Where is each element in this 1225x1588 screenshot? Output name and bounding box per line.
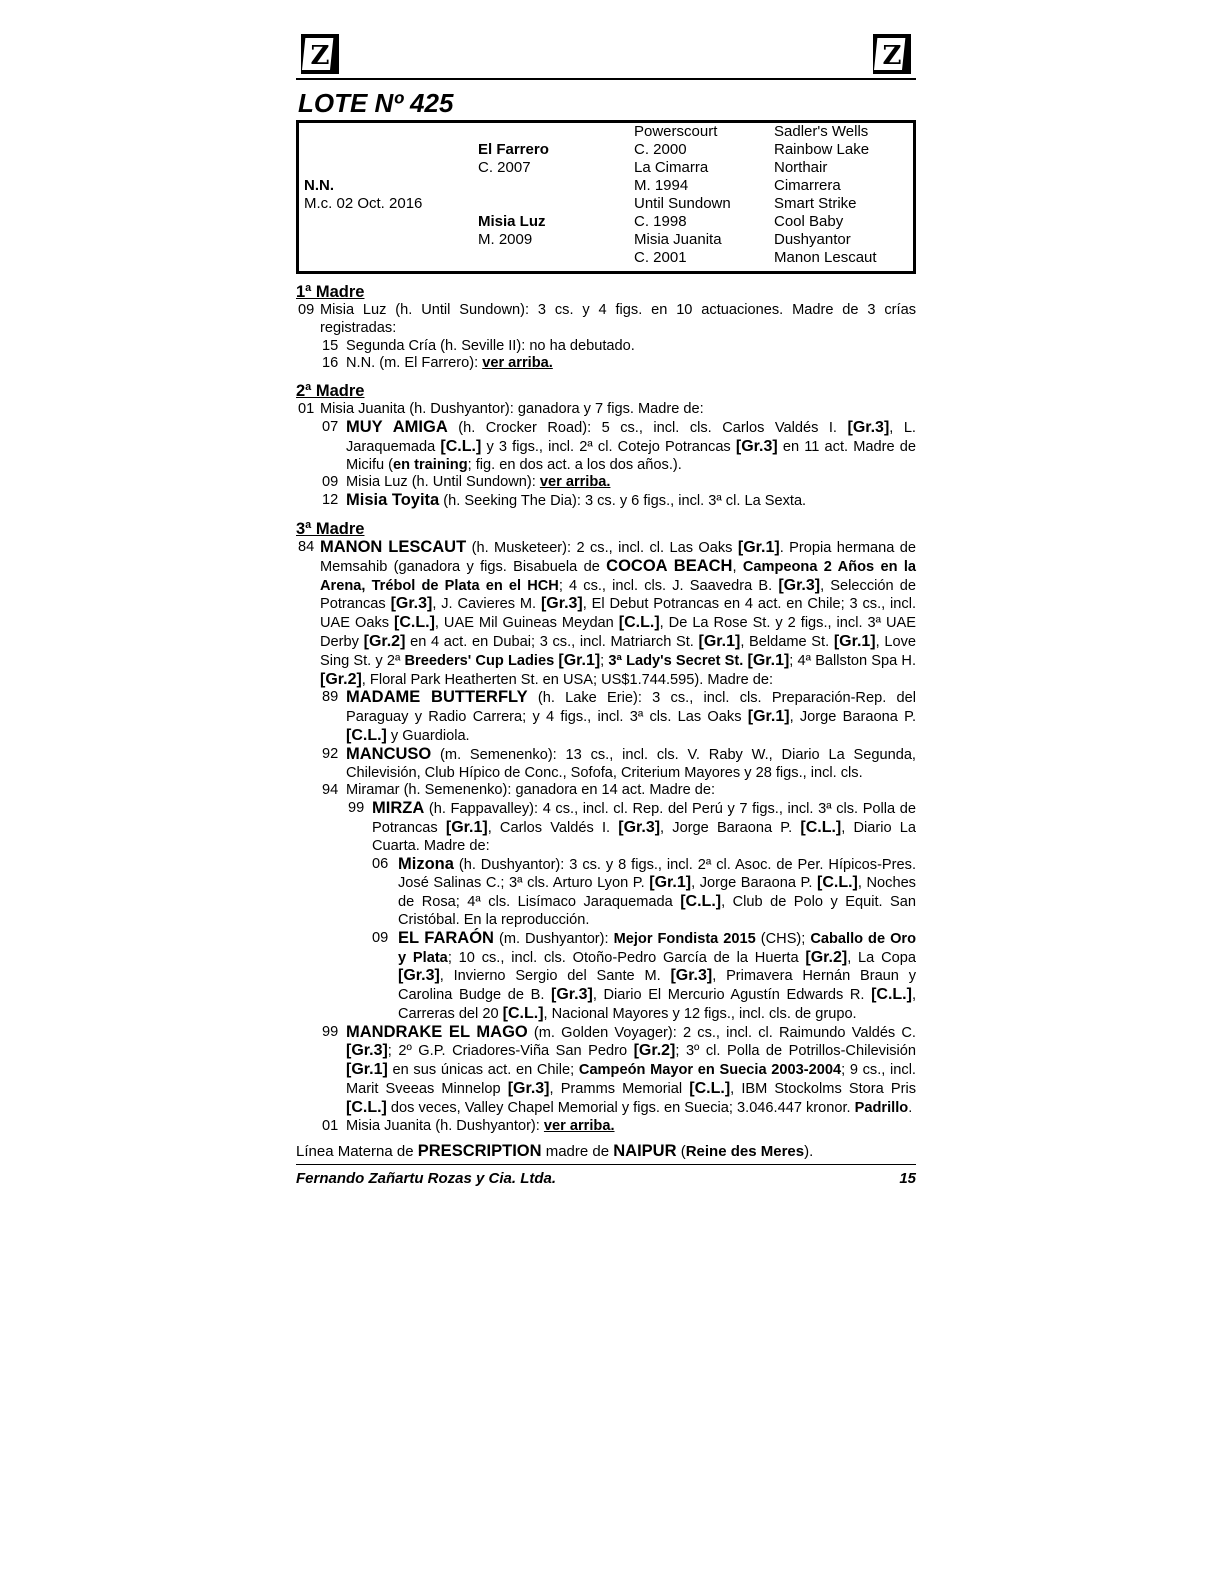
ancestor: Cimarrera <box>774 177 841 194</box>
section-heading: 3ª Madre <box>296 519 365 538</box>
ver-arriba-link: ver arriba. <box>539 474 611 491</box>
pedigree-table <box>296 120 916 274</box>
ancestor: Northair <box>774 159 828 176</box>
horse-name: N.N. <box>304 177 334 194</box>
list-item: 99 MANDRAKE EL MAGO (m. Golden Voyager): 2 cs., incl. cl. Raimundo Valdés C. [Gr.3]; 2º G.P. Criadores-Viña San Pedro [Gr.2]; 3º cl. Polla de Potrillos-Chilevisión [Gr.1] en sus únicas act. en Chile; Campeón Mayor en Suecia 2003-2004; 9 cs., incl. Marit Sveeas Minnelop [Gr.3], Pramms Memorial [C.L.], IBM Stockolms Stora Pris [C.L.] dos veces, Valley Chapel Memorial y figs. en Suecia; 3.046.447 kronor. Padrillo. <box>322 1022 917 1116</box>
ancestor: Smart Strike <box>774 195 857 212</box>
list-item: 01 Misia Juanita (h. Dushyantor): ganadora y 7 figs. Madre de: <box>298 401 704 418</box>
section-heading: 2ª Madre <box>296 382 365 401</box>
list-item: 09 Misia Luz (h. Until Sundown): ver arriba. <box>322 474 611 491</box>
list-item: 89 MADAME BUTTERFLY (h. Lake Erie): 3 cs., incl. cls. Preparación-Rep. del Paraguay y Radio Carrera; y 4 figs., incl. 3ª cls. Las Oaks [Gr.1], Jorge Baraona P. [C.L.] y Guardiola. <box>322 688 916 744</box>
list-item: 07 MUY AMIGA (h. Crocker Road): 5 cs., incl. cls. Carlos Valdés I. [Gr.3], L. Jaraquemada [C.L.] y 3 figs., incl. 2ª cl. Cotejo Potrancas [Gr.3] en 11 act. Madre de Micifu (en training; fig. en dos act. a los dos años.). <box>322 417 916 473</box>
list-item: 99 MIRZA (h. Fappavalley): 4 cs., incl. cl. Rep. del Perú y 7 figs., incl. 3ª cls. Polla de Potrancas [Gr.1], Carlos Valdés I. [Gr.3], Jorge Baraona P. [C.L.], Diario La Cuarta. Madre de: <box>348 799 916 854</box>
section-body <box>296 302 916 373</box>
list-item: 06 Mizona (h. Dushyantor): 3 cs. y 8 figs., incl. 2ª cl. Asoc. de Per. Hípicos-Pres. José Salinas C.; 3ª cls. Arturo Lyon P. [Gr.1], Jorge Baraona P. [C.L.], Noches de Rosa; 4ª cls. Lisímaco Jaraquemada [C.L.], Club de Polo y Equit. San Cristóbal. En la reproducción. <box>372 854 916 928</box>
ancestor: Until Sundown <box>634 195 731 212</box>
ancestor: Cool Baby <box>774 213 844 230</box>
ancestor: Manon Lescaut <box>774 249 877 266</box>
dam-info: M. 2009 <box>478 231 533 248</box>
list-item: 16 N.N. (m. El Farrero): ver arriba. <box>322 355 553 372</box>
list-item: 12 Misia Toyita (h. Seeking The Dia): 3 cs. y 6 figs., incl. 3ª cl. La Sexta. <box>322 491 807 510</box>
dam-name: Misia Luz <box>478 213 546 230</box>
ancestor: Rainbow Lake <box>774 141 870 158</box>
page-number: 15 <box>899 1170 916 1188</box>
ver-arriba-link: ver arriba. <box>543 1117 615 1134</box>
lot-title: LOTE Nº 425 <box>298 88 454 118</box>
list-item: 09 Misia Luz (h. Until Sundown): 3 cs. y 4 figs. en 10 actuaciones. Madre de 3 crías registradas: <box>298 302 916 336</box>
company-name: Fernando Zañartu Rozas y Cia. Ltda. <box>296 1170 557 1188</box>
svg-text:Z: Z <box>310 41 330 71</box>
ancestor: La Cimarra <box>634 159 709 176</box>
svg-text:Z: Z <box>882 41 902 71</box>
list-item: 09 EL FARAÓN (m. Dushyantor): Mejor Fondista 2015 (CHS); Caballo de Oro y Plata; 10 cs., incl. cls. Otoño-Pedro García de la Huerta [Gr.2], La Copa [Gr.3], Invierno Sergio del Sante M. [Gr.3], Primavera Hernán Braun y Carolina Budge de B. [Gr.3], Diario El Mercurio Agustín Edwards R. [C.L.], Carreras del 20 [C.L.], Nacional Mayores y 12 figs., incl. cls. de grupo. <box>372 928 917 1022</box>
logo-icon <box>299 32 341 76</box>
ancestor: C. 2001 <box>634 249 687 266</box>
section-body <box>296 401 916 511</box>
ancestor: Sadler's Wells <box>774 123 869 140</box>
list-item: 94 Miramar (h. Semenenko): ganadora en 14 act. Madre de: <box>322 782 716 799</box>
list-item: 01 Misia Juanita (h. Dushyantor): ver arriba. <box>322 1117 615 1134</box>
logo-icon <box>871 32 913 76</box>
list-item: 15 Segunda Cría (h. Seville II): no ha debutado. <box>322 337 635 354</box>
horse-info: M.c. 02 Oct. 2016 <box>304 195 423 212</box>
page <box>296 30 916 1187</box>
list-item: 92 MANCUSO (m. Semenenko): 13 cs., incl. cls. V. Raby W., Diario La Segunda, Chilevisión, Club Hípico de Conc., Sofofa, Criterium Mayores y 28 figs., incl. cls. <box>322 744 916 781</box>
ancestor: C. 1998 <box>634 213 687 230</box>
page-footer <box>296 1164 916 1187</box>
linea-materna: Línea Materna de PRESCRIPTION madre de NAIPUR (Reine des Meres). <box>296 1142 814 1161</box>
ancestor: M. 1994 <box>634 177 689 194</box>
ancestor: Powerscourt <box>634 123 718 140</box>
sire-info: C. 2007 <box>478 159 531 176</box>
section-body <box>296 539 916 1136</box>
ancestor: Misia Juanita <box>634 231 722 248</box>
ancestor: C. 2000 <box>634 141 687 158</box>
ancestor: Dushyantor <box>774 231 851 248</box>
page-header <box>296 30 916 80</box>
list-item: 84 MANON LESCAUT (h. Musketeer): 2 cs., incl. cl. Las Oaks [Gr.1]. Propia hermana de Memsahib (ganadora y figs. Bisabuela de COCOA BEACH, Campeona 2 Años en la Arena, Trébol de Plata en el HCH; 4 cs., incl. cls. J. Saavedra B. [Gr.3], Selección de Potrancas [Gr.3], J. Cavieres M. [Gr.3], El Debut Potrancas en 4 act. en Chile; 3 cs., incl. UAE Oaks [C.L.], UAE Mil Guineas Meydan [C.L.], De La Rose St. y 2 figs., incl. 3ª UAE Derby [Gr.2] en 4 act. en Dubai; 3 cs., incl. Matriarch St. [Gr.1], Beldame St. [Gr.1], Love Sing St. y 2ª Breeders' Cup Ladies [Gr.1]; 3ª Lady's Secret St. [Gr.1]; 4ª Ballston Spa H. [Gr.2], Floral Park Heatherten St. en USA; US$1.744.595). Madre de: <box>298 537 916 688</box>
section-heading: 1ª Madre <box>296 283 365 301</box>
sire-name: El Farrero <box>478 141 549 158</box>
ver-arriba-link: ver arriba. <box>482 355 553 372</box>
